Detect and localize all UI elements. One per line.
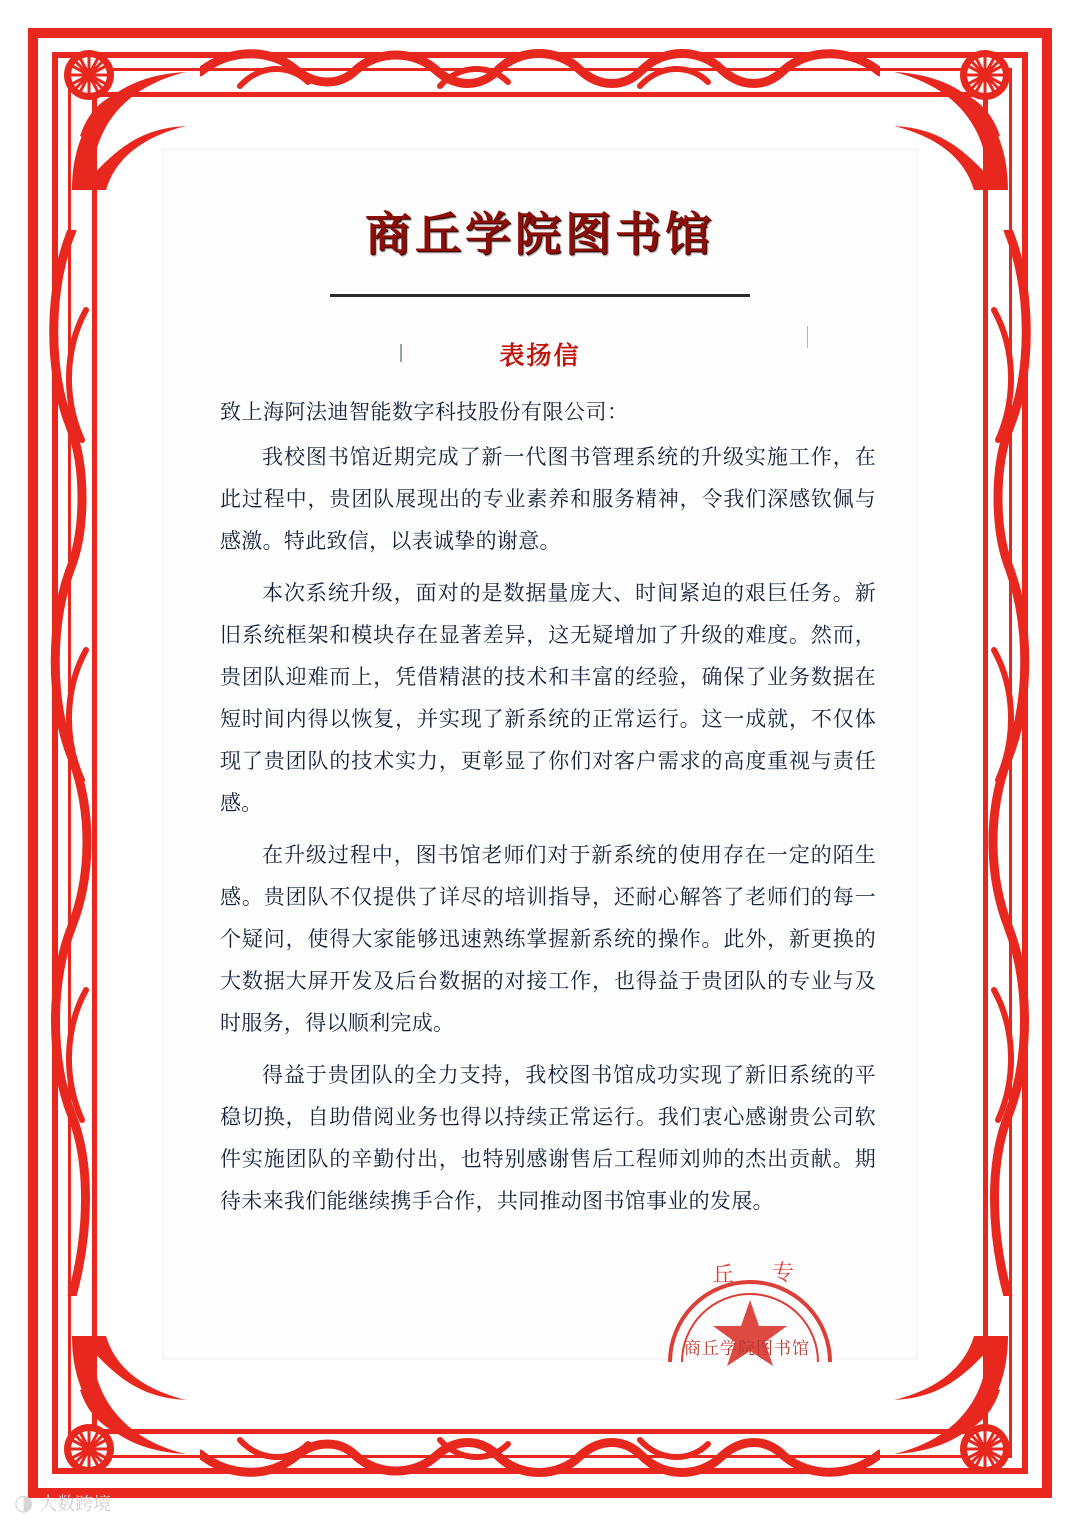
letter-body <box>220 436 876 1232</box>
watermark-label: 大数跨境 <box>39 1494 112 1515</box>
ornament-band-top <box>200 46 880 98</box>
body-paragraph: 在升级过程中，图书馆老师们对于新系统的使用存在一定的陌生感。贵团队不仅提供了详尽的培训指导，还耐心解答了老师们的每一个疑问，使得大家能够迅速熟练掌握新系统的操作。此外，新更换的大数据大屏开发及后台数据的对接工作，也得益于贵团队的专业与及时服务，得以顺利完成。 <box>220 843 876 1035</box>
watermark <box>14 1490 111 1516</box>
official-seal-stamp <box>660 1238 840 1366</box>
document-subtitle: 表扬信 <box>499 341 581 370</box>
letter-paper <box>162 148 918 1360</box>
ornament-band-right <box>982 230 1034 1296</box>
body-paragraph: 我校图书馆近期完成了新一代图书管理系统的升级实施工作，在此过程中，贵团队展现出的专业素养和服务精神，令我们深感钦佩与感激。特此致信，以表诚挚的谢意。 <box>220 445 876 553</box>
svg-text:专: 专 <box>772 1261 795 1286</box>
ornament-band-bottom <box>200 1428 880 1480</box>
body-paragraph: 得益于贵团队的全力支持，我校图书馆成功实现了新旧系统的平稳切换，自助借阅业务也得以持续正常运行。我们衷心感谢贵公司软件实施团队的辛勤付出，也特别感谢售后工程师刘帅的杰出贡献。期待未来我们能继续携手合作，共同推动图书馆事业的发展。 <box>220 1063 876 1213</box>
page-title: 商丘学院图书馆 <box>365 207 715 261</box>
salutation: 致上海阿法迪智能数字科技股份有限公司： <box>220 400 629 424</box>
title-divider <box>330 294 750 297</box>
svg-text:商丘学院图书馆: 商丘学院图书馆 <box>684 1339 810 1359</box>
body-paragraph: 本次系统升级，面对的是数据量庞大、时间紧迫的艰巨任务。新旧系统框架和模块存在显著差异，这无疑增加了升级的难度。然而，贵团队迎难而上，凭借精湛的技术和丰富的经验，确保了业务数据在短时间内得以恢复，并实现了新系统的正常运行。这一成就，不仅体现了贵团队的技术实力，更彰显了你们对客户需求的高度重视与责任感。 <box>220 581 876 815</box>
watermark-logo-icon: ◑ <box>14 1490 34 1516</box>
svg-text:丘: 丘 <box>712 1263 735 1288</box>
ornament-band-left <box>46 230 98 1296</box>
